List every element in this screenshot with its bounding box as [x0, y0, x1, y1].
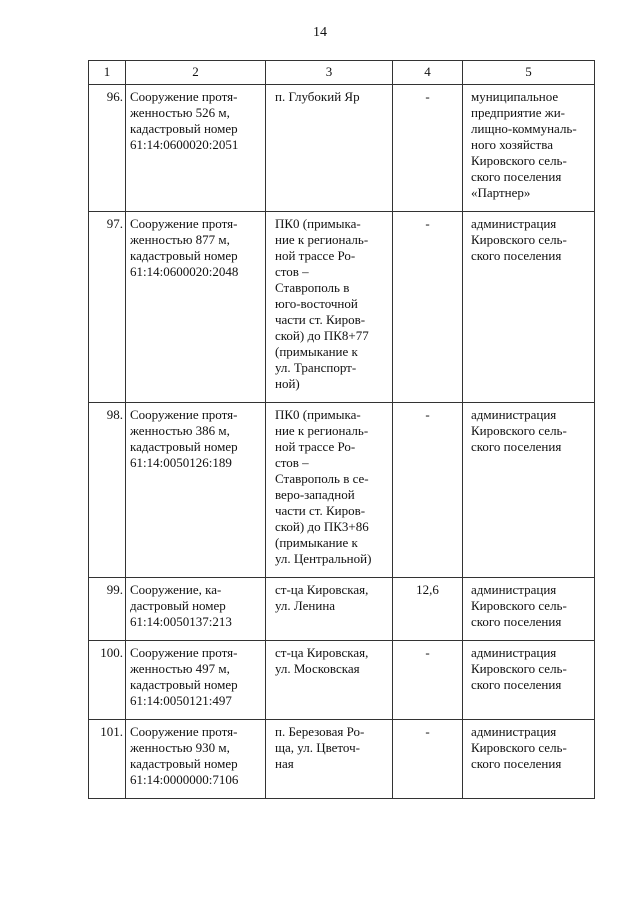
object-holder: администрация Кировского сель- ского поселения	[463, 720, 595, 799]
header-col-5: 5	[463, 61, 595, 85]
table-row	[89, 85, 595, 212]
header-col-4: 4	[393, 61, 463, 85]
object-value: -	[393, 641, 463, 720]
table-row	[89, 641, 595, 720]
row-number: 101.	[89, 720, 126, 799]
table-header-row	[89, 61, 595, 85]
row-number: 96.	[89, 85, 126, 212]
header-col-3: 3	[266, 61, 393, 85]
row-number: 100.	[89, 641, 126, 720]
object-holder: администрация Кировского сель- ского поселения	[463, 403, 595, 578]
object-holder: муниципальное предприятие жи- лищно-коммуналь- ного хозяйства Кировского сель- ского поселения «Партнер»	[463, 85, 595, 212]
object-description: Сооружение протя- женностью 497 м, кадастровый номер 61:14:0050121:497	[126, 641, 266, 720]
object-description: Сооружение протя- женностью 526 м, кадастровый номер 61:14:0600020:2051	[126, 85, 266, 212]
object-description: Сооружение протя- женностью 930 м, кадастровый номер 61:14:0000000:7106	[126, 720, 266, 799]
row-number: 98.	[89, 403, 126, 578]
header-col-2: 2	[126, 61, 266, 85]
table-row	[89, 212, 595, 403]
object-description: Сооружение протя- женностью 877 м, кадастровый номер 61:14:0600020:2048	[126, 212, 266, 403]
object-holder: администрация Кировского сель- ского поселения	[463, 212, 595, 403]
object-location: ст-ца Кировская, ул. Московская	[266, 641, 393, 720]
object-description: Сооружение, ка- дастровый номер 61:14:0050137:213	[126, 578, 266, 641]
object-location: ПК0 (примыка- ние к региональ- ной трассе Ро- стов – Ставрополь в юго-восточной части ст. Киров- ской) до ПК8+77 (примыкание к ул. Транспорт- ной)	[266, 212, 393, 403]
header-col-1: 1	[89, 61, 126, 85]
object-location: п. Березовая Ро- ща, ул. Цветоч- ная	[266, 720, 393, 799]
object-value: -	[393, 212, 463, 403]
object-value: -	[393, 403, 463, 578]
object-value: -	[393, 85, 463, 212]
table-row	[89, 578, 595, 641]
table-row	[89, 403, 595, 578]
object-holder: администрация Кировского сель- ского поселения	[463, 641, 595, 720]
object-location: п. Глубокий Яр	[266, 85, 393, 212]
page-number: 14	[313, 25, 327, 40]
object-location: ст-ца Кировская, ул. Ленина	[266, 578, 393, 641]
object-location: ПК0 (примыка- ние к региональ- ной трассе Ро- стов – Ставрополь в се- веро-западной части ст. Киров- ской) до ПК3+86 (примыкание к ул. Центральной)	[266, 403, 393, 578]
property-table	[88, 60, 595, 799]
object-value: 12,6	[393, 578, 463, 641]
object-holder: администрация Кировского сель- ского поселения	[463, 578, 595, 641]
row-number: 99.	[89, 578, 126, 641]
row-number: 97.	[89, 212, 126, 403]
object-value: -	[393, 720, 463, 799]
object-description: Сооружение протя- женностью 386 м, кадастровый номер 61:14:0050126:189	[126, 403, 266, 578]
table-row	[89, 720, 595, 799]
